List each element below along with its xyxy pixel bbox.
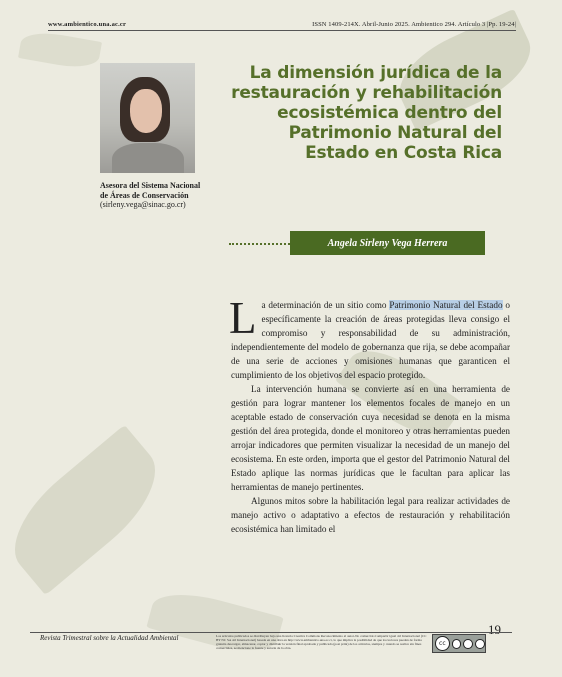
leaf-decoration xyxy=(18,28,102,71)
drop-cap: L xyxy=(229,293,257,343)
footer-divider xyxy=(30,632,512,633)
cc-icon: cc xyxy=(435,636,450,651)
paragraph-1: La determinación de un sitio como Patrimonio Natural del Estado o específicamente la creación de áreas protegidas lleva consigo el compromiso y responsabilidad de su administración, independientemente del modelo de gobernanza que rija, se debe acompañar de una serie de acciones y omisiones humanas que garanticen el cumplimiento de los objetivos del espacio protegido. xyxy=(229,293,510,380)
author-info xyxy=(100,181,210,210)
dotted-divider xyxy=(229,243,290,245)
paragraph-2: La intervención humana se convierte así en una herramienta de gestión para lograr mantener los elementos focales de manejo en un aceptable estado de conservación cuya necesidad se denota en la misma gestión del área protegida, donde el monitoreo y otras herramientas pueden arrojar indicadores que permiten visualizar la necesidad de un manejo del ecosistema. En este orden, importa que el gestor del Patrimonio Natural del Estado aplique las normas jurídicas que le facultan para aplicar las herramientas de manejo pertinentes. xyxy=(231,384,510,492)
journal-name: Revista Trimestral sobre la Actualidad Ambiental xyxy=(40,634,179,642)
author-photo xyxy=(100,63,195,173)
sa-icon xyxy=(475,639,485,649)
author-email[interactable]: (sirleny.vega@sinac.go.cr) xyxy=(100,200,186,210)
article-body xyxy=(229,293,510,536)
highlighted-text[interactable]: Patrimonio Natural del Estado xyxy=(389,300,503,310)
by-icon xyxy=(452,639,462,649)
paragraph-3: Algunos mitos sobre la habilitación legal para realizar actividades de manejo activo o adaptativo a efectos de restauración y rehabilitación ecosistémica han limitado el xyxy=(231,496,510,534)
nc-icon xyxy=(463,639,473,649)
cc-license-badge[interactable] xyxy=(432,634,486,653)
author-name-bar: Angela Sirleny Vega Herrera xyxy=(290,231,485,255)
author-role: Asesora del Sistema Nacional de Áreas de Conservación xyxy=(100,181,201,200)
article-title: La dimensión jurídica de la restauración y rehabilitación ecosistémica dentro del Patrimonio Natural del Estado en Costa Rica xyxy=(231,63,502,163)
site-url[interactable]: www.ambientico.una.ac.cr xyxy=(48,21,127,28)
leaf-decoration xyxy=(0,425,176,596)
issn-line: ISSN 1409-214X. Abril-Junio 2025. Ambientico 294. Artículo 3 |Pp. 19-24| xyxy=(312,21,516,28)
license-text: Los artículos publicados se distribuyen bajo una licencia Creative Commons Reconocimiento al autor-No comercial-Compartir igual 4.0 Internacional (CC BY NC SA 4.0 Internacional) basada en una obra en http://www.ambientico.una.ac.cr, lo que implica la posibilidad de que los lectores puedan de forma gratuita descargar, almacenar, copiar y distribuir la versión final aprobada y publicada (post print) de los artículos, siempre y cuando se realice sin fines comerciales, se mencione la fuente y autoría de la obra. xyxy=(216,634,427,650)
page-number: 19 xyxy=(488,622,501,637)
header-divider xyxy=(48,30,516,31)
